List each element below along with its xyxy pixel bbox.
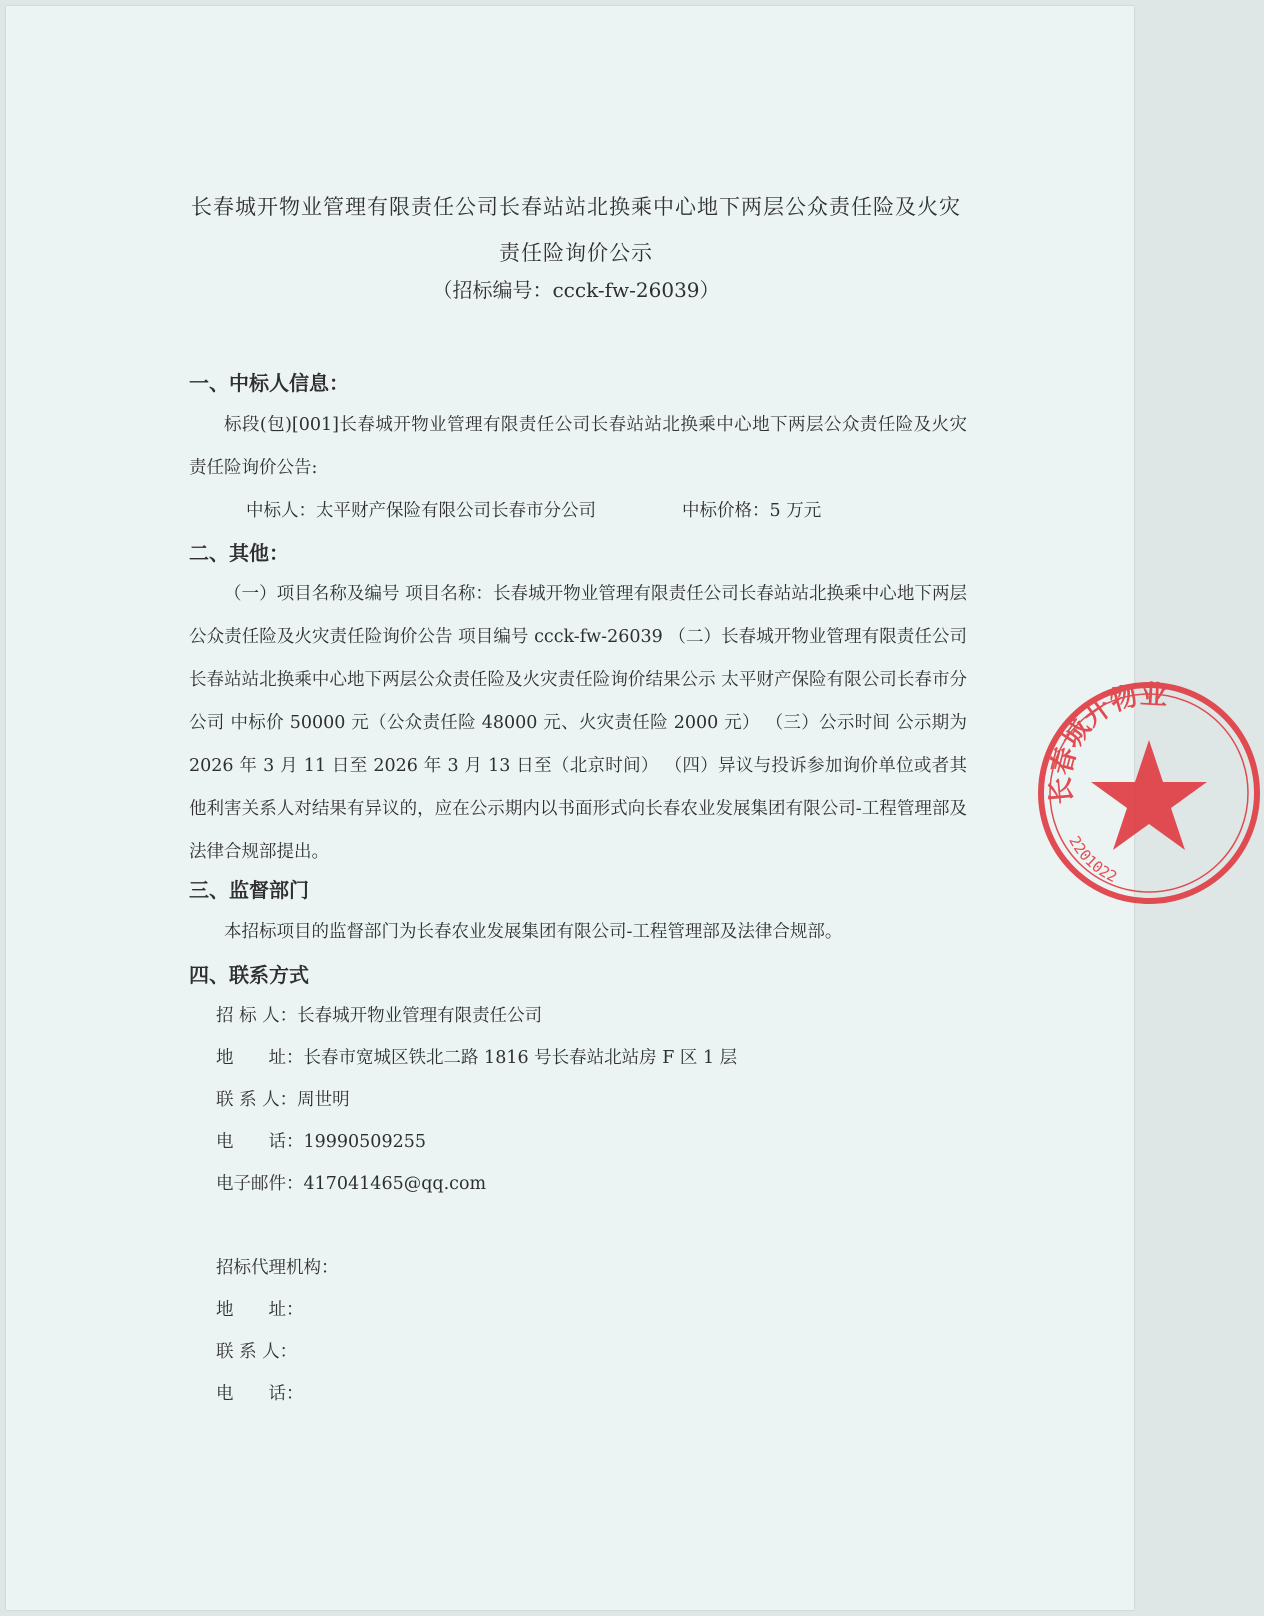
contact-line: 联 系 人：周世明 bbox=[216, 1090, 350, 1110]
phone-line: 电 话：19990509255 bbox=[216, 1132, 426, 1152]
tenderer-line: 招 标 人：长春城开物业管理有限责任公司 bbox=[216, 1006, 543, 1026]
seal-star-icon bbox=[1091, 740, 1207, 850]
company-seal bbox=[1034, 678, 1264, 908]
seal-code-text: 2201022 bbox=[1065, 832, 1120, 887]
section-1-heading: 一、中标人信息： bbox=[189, 371, 349, 395]
address-line: 地 址：长春市宽城区铁北二路 1816 号长春站北站房 F 区 1 层 bbox=[216, 1048, 738, 1068]
section-2-body: （一）项目名称及编号 项目名称：长春城开物业管理有限责任公司长春站站北换乘中心地下两层公众责任险及火灾责任险询价公告 项目编号 ccck-fw-26039 （二）长春城开物业管理有限责任公司长春站站北换乘中心地下两层公众责任险及火灾责任险询价结果公示 太平财产保险有限公司长春市分公司 中标价 50000 元（公众责任险 48000 元、火灾责任险 2000 元） （三）公示时间 公示期为 2026 年 3 月 11 日至 2026 年 3 月 13 日至（北京时间） （四）异议与投诉参加询价单位或者其他利害关系人对结果有异议的，应在公示期内以书面形式向长春农业发展集团有限公司-工程管理部及法律合规部提出。 bbox=[189, 584, 967, 862]
agency-address-line: 地 址： bbox=[216, 1300, 304, 1320]
agency-phone-line: 电 话： bbox=[216, 1384, 304, 1404]
agency-line: 招标代理机构： bbox=[216, 1258, 339, 1278]
document-page bbox=[6, 6, 1168, 1610]
section-1-intro: 标段(包)[001]长春城开物业管理有限责任公司长春站站北换乘中心地下两层公众责任险及火灾责任险询价公告: bbox=[189, 415, 967, 478]
tender-number: （招标编号：ccck-fw-26039） bbox=[432, 278, 720, 302]
document-title: 长春城开物业管理有限责任公司长春站站北换乘中心地下两层公众责任险及火灾责任险询价公示 bbox=[191, 195, 961, 265]
seal-company-text: 长春城开物业 bbox=[1045, 679, 1168, 806]
winner-price: 中标价格：5 万元 bbox=[682, 501, 822, 521]
section-4-heading: 四、联系方式 bbox=[189, 963, 309, 987]
agency-contact-line: 联 系 人： bbox=[216, 1342, 298, 1362]
section-2-heading: 二、其他： bbox=[189, 541, 289, 565]
email-line: 电子邮件：417041465@qq.com bbox=[216, 1174, 487, 1194]
section-3-heading: 三、监督部门 bbox=[189, 878, 309, 902]
section-3-body: 本招标项目的监督部门为长春农业发展集团有限公司-工程管理部及法律合规部。 bbox=[224, 922, 843, 942]
winner-name: 中标人：太平财产保险有限公司长春市分公司 bbox=[246, 501, 596, 521]
